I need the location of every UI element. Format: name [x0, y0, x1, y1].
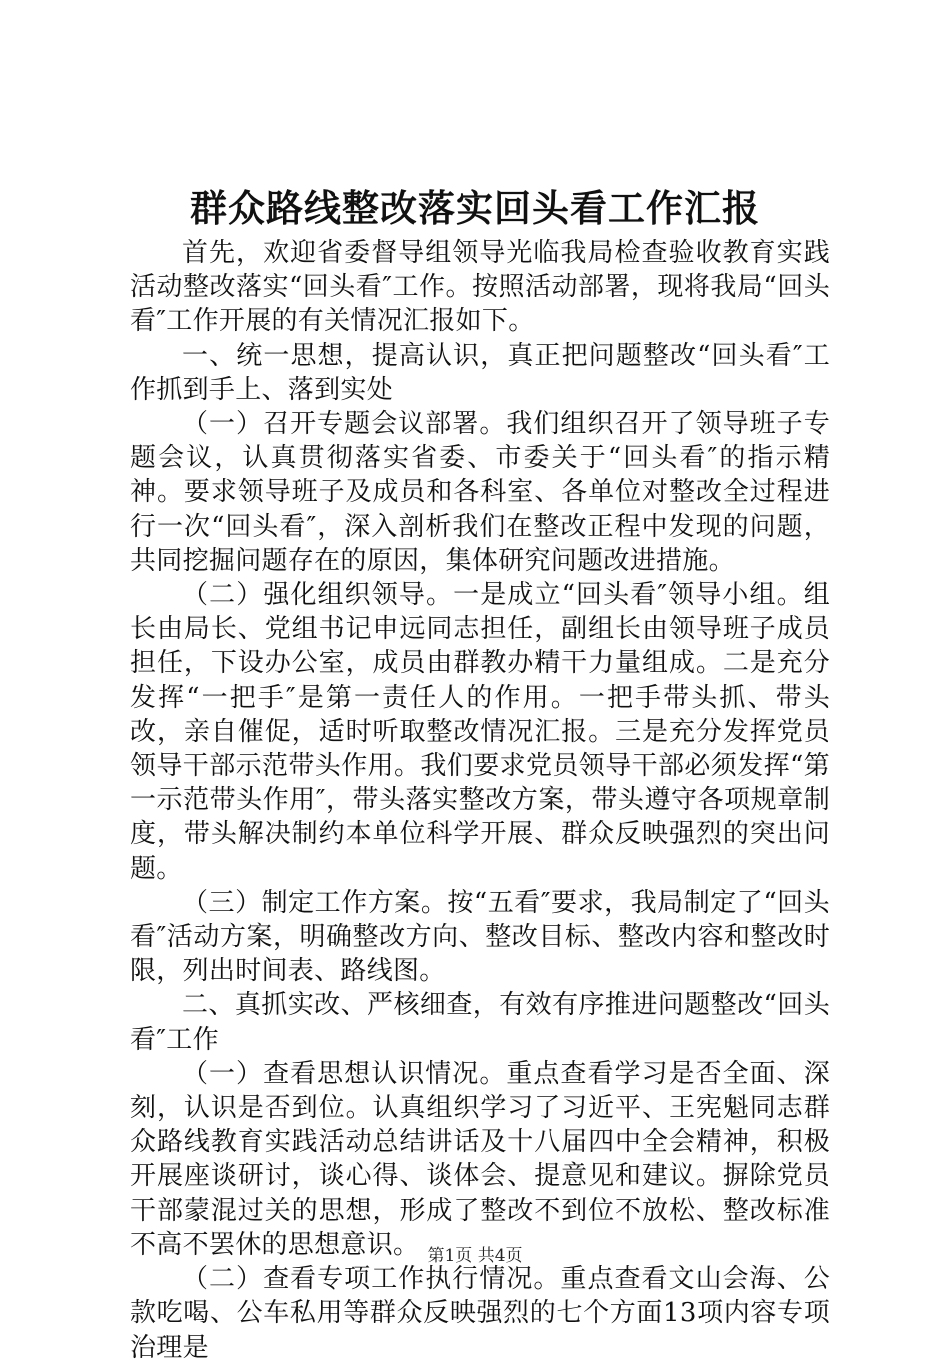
page-footer: 第1页 共4页: [427, 1246, 523, 1266]
section-heading-2: 二、真抓实改、严核细查，有效有序推进问题整改“回头看″工作: [130, 990, 830, 1055]
paragraph-intro: 首先，欢迎省委督导组领导光临我局检查验收教育实践活动整改落实“回头看″工作。按照活动部署，现将我局“回头看″工作开展的有关情况汇报如下。: [130, 238, 830, 337]
paragraph-1-1: （一）召开专题会议部署。我们组织召开了领导班子专题会议，认真贯彻落实省委、市委关于“回头看″的指示精神。要求领导班子及成员和各科室、各单位对整改全过程进行一次“回头看″，深入剖析我们在整改正程中发现的问题，共同挖掘问题存在的原因，集体研究问题改进措施。: [130, 409, 830, 576]
document-title: 群众路线整改落实回头看工作汇报: [190, 186, 760, 230]
paragraph-2-1: （一）查看思想认识情况。重点查看学习是否全面、深刻，认识是否到位。认真组织学习了习近平、王宪魁同志群众路线教育实践活动总结讲话及十八届四中全会精神，积极开展座谈研讨，谈心得、谈体会、提意见和建议。摒除党员干部蒙混过关的思想，形成了整改不到位不放松、整改标准不高不罢休的思想意识。: [130, 1058, 830, 1260]
document-body: [130, 236, 830, 1365]
paragraph-1-3: （三）制定工作方案。按“五看″要求，我局制定了“回头看″活动方案，明确整改方向、整改目标、整改内容和整改时限，列出时间表、路线图。: [130, 887, 830, 987]
paragraph-2-2: （二）查看专项工作执行情况。重点查看文山会海、公款吃喝、公车私用等群众反映强烈的七个方面13项内容专项治理是: [130, 1264, 830, 1363]
paragraph-1-2: （二）强化组织领导。一是成立“回头看″领导小组。组长由局长、党组书记申远同志担任，副组长由领导班子成员担任，下设办公室，成员由群教办精干力量组成。二是充分发挥“一把手″是第一责任人的作用。一把手带头抓、带头改，亲自催促，适时听取整改情况汇报。三是充分发挥党员领导干部示范带头作用。我们要求党员领导干部必须发挥“第一示范带头作用″，带头落实整改方案，带头遵守各项规章制度，带头解决制约本单位科学开展、群众反映强烈的突出问题。: [130, 580, 830, 884]
section-heading-1: 一、统一思想，提高认识，真正把问题整改“回头看″工作抓到手上、落到实处: [130, 340, 830, 405]
